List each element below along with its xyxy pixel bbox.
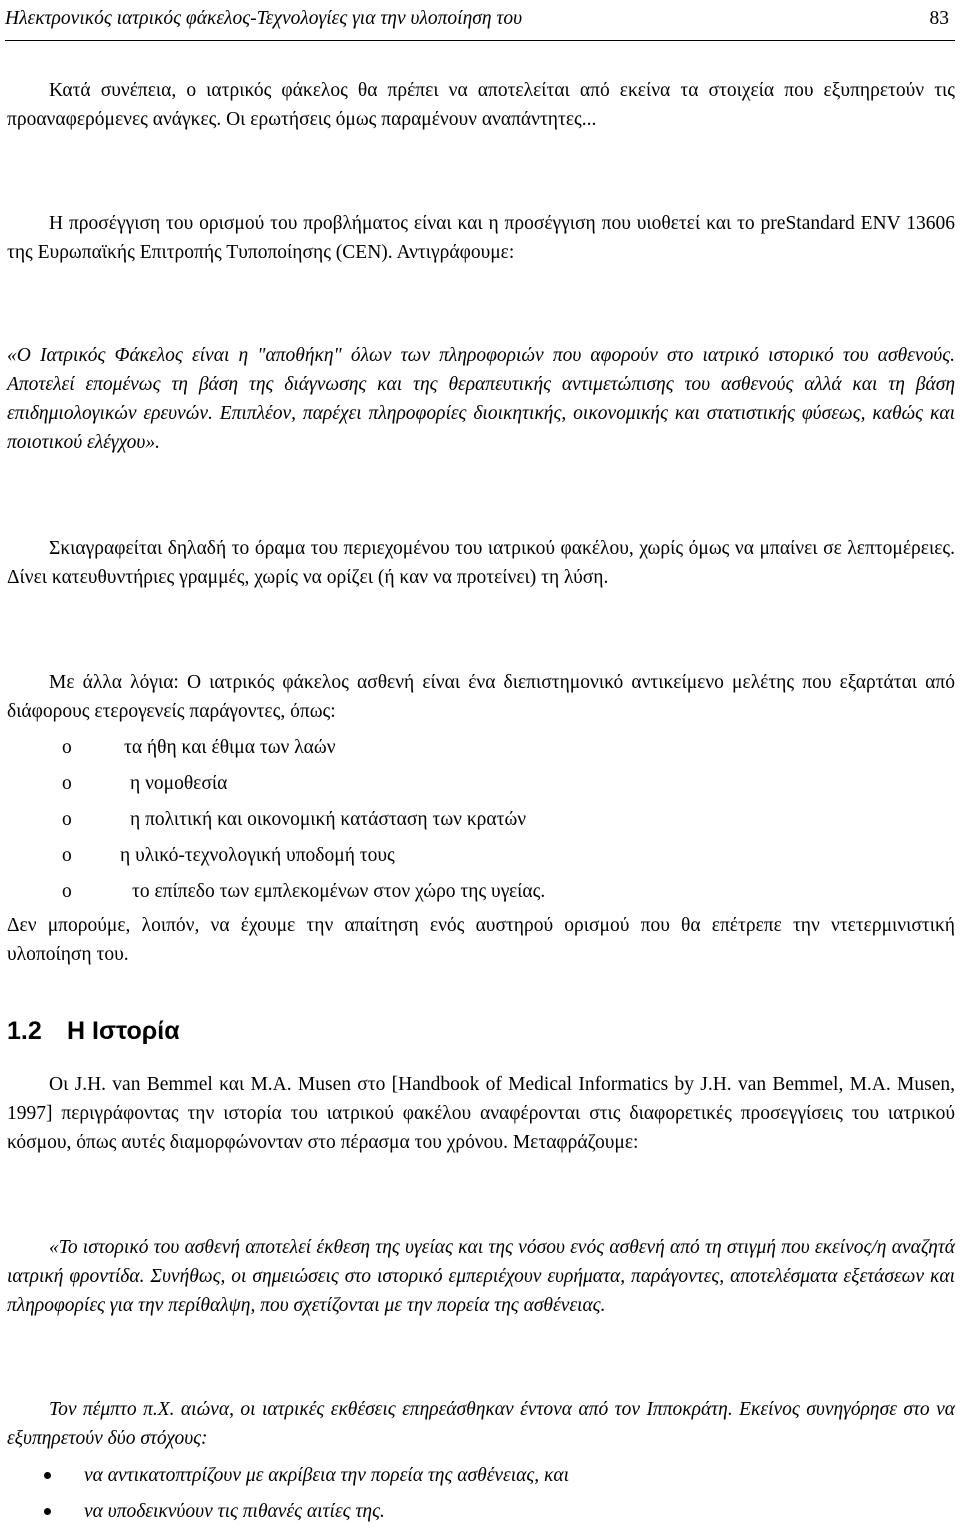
paragraph-text: Σκιαγραφείται δηλαδή το όραμα του περιεχομένου του ιατρικού φακέλου, χωρίς όμως να μπαίνει σε λεπτομέρειες. Δίνει κατευθυντήριες γραμμές, χωρίς να ορίζει (ή καν να προτείνει) τη λύση. xyxy=(7,538,955,588)
running-header xyxy=(5,0,955,41)
list-item-text: το επίπεδο των εμπλεκομένων στον χώρο της υγείας. xyxy=(132,881,546,902)
list-item-text: η νομοθεσία xyxy=(130,773,228,794)
quote-text: Τον πέμπτο π.Χ. αιώνα, οι ιατρικές εκθέσεις επηρεάσθηκαν έντονα από τον Ιπποκράτη. Εκείνος συνηγόρησε στο να εξυπηρετούν δύο στόχους: xyxy=(7,1399,955,1449)
list-item xyxy=(62,805,942,841)
list-item-text: η υλικό-τεχνολογική υποδομή τους xyxy=(120,845,395,866)
quote-text: «Το ιστορικό του ασθενή αποτελεί έκθεση της υγείας και της νόσου ενός ασθενή από τη στιγμή που εκείνος/η αναζητά ιατρική φροντίδα. Συνήθως, οι σημειώσεις στο ιστορικό εμπεριέχουν ευρήματα, παράγοντες, αποτελέσματα εξετάσεων και πληροφορίες για την περίθαλψη, που σχετίζονται με την πορεία της ασθένειας. xyxy=(7,1237,955,1316)
quote-cen-definition xyxy=(7,341,955,457)
paragraph-text: Δεν μπορούμε, λοιπόν, να έχουμε την απαίτηση ενός αυστηρού ορισμού που θα επέτρεπε την ντετερμινιστική υλοποίηση του. xyxy=(7,915,955,965)
list-item-text: η πολιτική και οικονομική κατάσταση των κρατών xyxy=(130,809,527,830)
paragraph-text: Η προσέγγιση του ορισμού του προβλήματος είναι και η προσέγγιση που υιοθετεί και το preStandard ENV 13606 της Ευρωπαϊκής Επιτροπής Τυποποίησης (CEN). Αντιγράφουμε: xyxy=(7,213,955,263)
paragraph-text: Με άλλα λόγια: Ο ιατρικός φάκελος ασθενή είναι ένα διεπιστημονικό αντικείμενο μελέτης που εξαρτάται από διάφορους ετερογενείς παράγοντες, όπως: xyxy=(7,672,955,722)
list-marker: o xyxy=(62,773,72,794)
page-number: 83 xyxy=(929,8,949,29)
paragraph-cen-standard xyxy=(7,209,955,267)
list-item xyxy=(44,1497,944,1533)
goals-list xyxy=(44,1461,944,1533)
list-item-text: να υποδεικνύουν τις πιθανές αιτίες της. xyxy=(84,1501,385,1522)
quote-patient-history xyxy=(7,1233,955,1320)
quote-hippocrates xyxy=(7,1395,955,1453)
list-item xyxy=(44,1461,944,1497)
list-item xyxy=(62,877,942,913)
quote-text: «Ο Ιατρικός Φάκελος είναι η "αποθήκη" όλων των πληροφοριών που αφορούν στο ιατρικό ιστορικό του ασθενούς. Αποτελεί επομένως τη βάση της διάγνωσης και της θεραπευτικής αντιμετώπισης του ασθενούς αλλά και τη βάση επιδημιολογικών ερευνών. Επιπλέον, παρέχει πληροφορίες διοικητικής, οικονομικής και στατιστικής φύσεως, καθώς και ποιοτικού ελέγχου». xyxy=(7,345,955,453)
paragraph-bemmel-musen xyxy=(7,1070,955,1157)
list-marker: o xyxy=(62,881,72,902)
list-item xyxy=(62,769,942,805)
section-title: Η Ιστορία xyxy=(67,1017,180,1045)
list-marker: o xyxy=(62,737,72,758)
list-item-text: τα ήθη και έθιμα των λαών xyxy=(124,737,336,758)
bullet-icon xyxy=(44,1472,51,1479)
section-heading xyxy=(7,1014,180,1048)
section-number: 1.2 xyxy=(7,1017,42,1045)
paragraph-vision xyxy=(7,534,955,592)
factors-list xyxy=(62,733,942,913)
bullet-icon xyxy=(44,1508,51,1515)
list-item xyxy=(62,733,942,769)
header-title: Ηλεκτρονικός ιατρικός φάκελος-Τεχνολογίες για την υλοποίηση του xyxy=(5,8,523,29)
paragraph-no-strict-definition xyxy=(7,911,955,969)
list-marker: o xyxy=(62,809,72,830)
paragraph-text: Κατά συνέπεια, ο ιατρικός φάκελος θα πρέπει να αποτελείται από εκείνα τα στοιχεία που εξυπηρετούν τις προαναφερόμενες ανάγκες. Οι ερωτήσεις όμως παραμένουν αναπάντητες... xyxy=(7,80,955,130)
list-item xyxy=(62,841,942,877)
list-item-text: να αντικατοπτρίζουν με ακρίβεια την πορεία της ασθένειας, και xyxy=(84,1465,570,1486)
list-marker: o xyxy=(62,845,72,866)
paragraph-consequence xyxy=(7,76,955,134)
paragraph-interdisciplinary xyxy=(7,668,955,726)
paragraph-text: Οι J.H. van Bemmel και M.A. Musen στο [Handbook of Medical Informatics by J.H. van Bemmel, M.A. Musen, 1997] περιγράφοντας την ιστορία του ιατρικού φακέλου αναφέρονται στις διαφορετικές προσεγγίσεις του ιατρικού κόσμου, όπως αυτές διαμορφώνονταν στο πέρασμα του χρόνου. Μεταφράζουμε: xyxy=(7,1074,955,1153)
